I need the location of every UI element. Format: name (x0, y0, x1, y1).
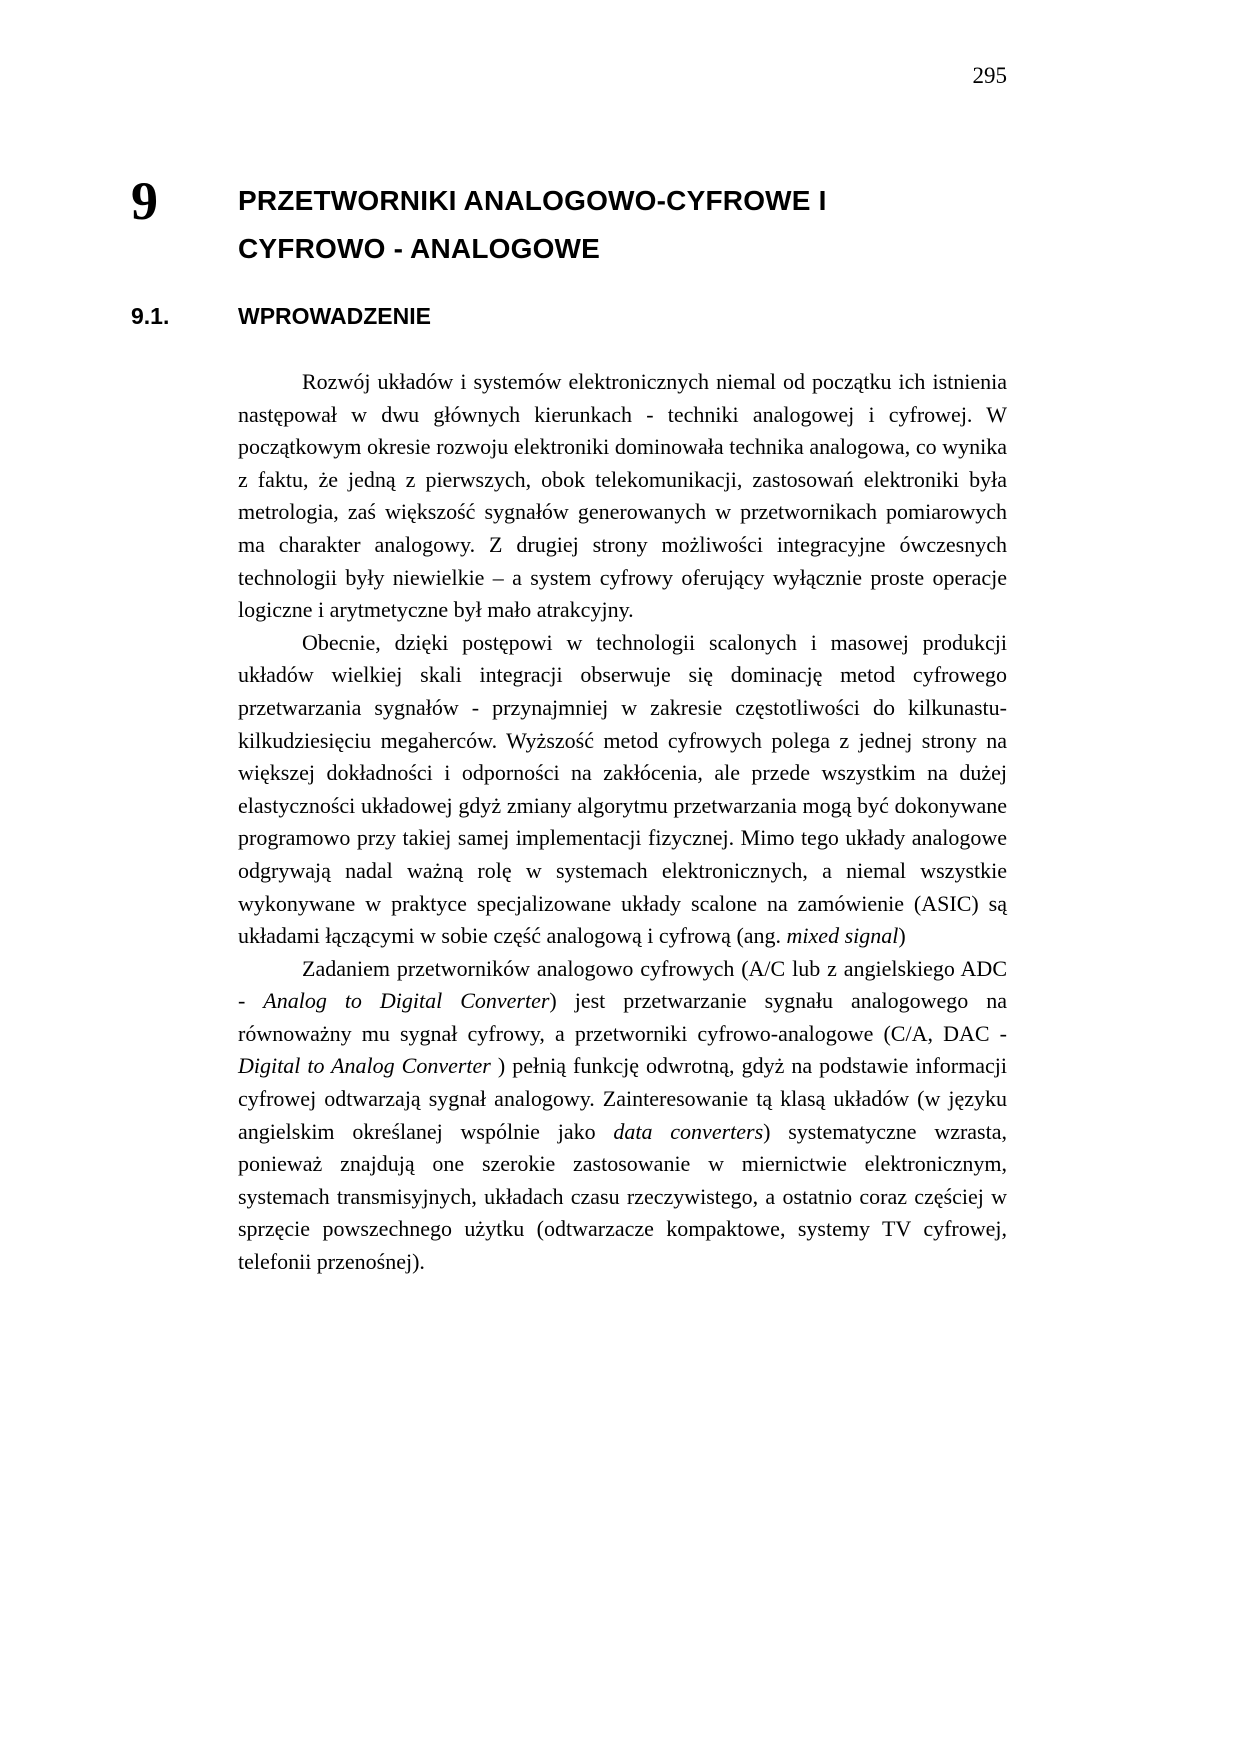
section-heading (131, 303, 1007, 330)
chapter-title-line: CYFROWO - ANALOGOWE (238, 233, 601, 264)
page-number: 295 (972, 63, 1007, 88)
body-paragraph: Obecnie, dzięki postępowi w technologii scalonych i masowej produkcji układów wielkiej skali integracji obserwuje się dominację metod cyfrowego przetwarzania sygnałów - przynajmniej w zakresie częstotliwości do kilkunastu-kilkudziesięciu megaherców. Wyższość metod cyfrowych polega z jednej strony na większej dokładności i odporności na zakłócenia, ale przede wszystkim na dużej elastyczności układowej gdyż zmiany algorytmu przetwarzania mogą być dokonywane programowo przy takiej samej implementacji fizycznej. Mimo tego układy analogowe odgrywają nadal ważną rolę w systemach elektronicznych, a niemal wszystkie wykonywane w praktyce specjalizowane układy scalone na zamówienie (ASIC) są układami łączącymi w sobie część analogową i cyfrową (ang. mixed signal) (238, 629, 1007, 949)
chapter-title-line: PRZETWORNIKI ANALOGOWO-CYFROWE I (238, 185, 827, 216)
body-paragraph: Rozwój układów i systemów elektronicznych niemal od początku ich istnienia następował w dwu głównych kierunkach - techniki analogowej i cyfrowej. W początkowym okresie rozwoju elektroniki dominowała technika analogowa, co wynika z faktu, że jedną z pierwszych, obok telekomunikacji, zastosowań elektroniki była metrologia, zaś większość sygnałów generowanych w przetwornikach pomiarowych ma charakter analogowy. Z drugiej strony możliwości integracyjne ówczesnych technologii były niewielkie – a system cyfrowy oferujący wyłącznie proste operacje logiczne i arytmetyczne był mało atrakcyjny. (238, 369, 1007, 623)
chapter-number: 9 (131, 171, 158, 231)
chapter-title (238, 177, 827, 273)
chapter-heading (131, 171, 1007, 273)
section-number: 9.1. (131, 303, 170, 329)
body-text (238, 366, 1007, 1279)
section-title: WPROWADZENIE (238, 303, 431, 329)
body-paragraph: Zadaniem przetworników analogowo cyfrowych (A/C lub z angielskiego ADC - Analog to Digital Converter) jest przetwarzanie sygnału analogowego na równoważny mu sygnał cyfrowy, a przetworniki cyfrowo-analogowe (C/A, DAC - Digital to Analog Converter ) pełnią funkcję odwrotną, gdyż na podstawie informacji cyfrowej odtwarzają sygnał analogowy. Zainteresowanie tą klasą układów (w języku angielskim określanej wspólnie jako data converters) systematyczne wzrasta, ponieważ znajdują one szerokie zastosowanie w miernictwie elektronicznym, systemach transmisyjnych, układach czasu rzeczywistego, a ostatnio coraz częściej w sprzęcie powszechnego użytku (odtwarzacze kompaktowe, systemy TV cyfrowej, telefonii przenośnej). (238, 955, 1008, 1275)
